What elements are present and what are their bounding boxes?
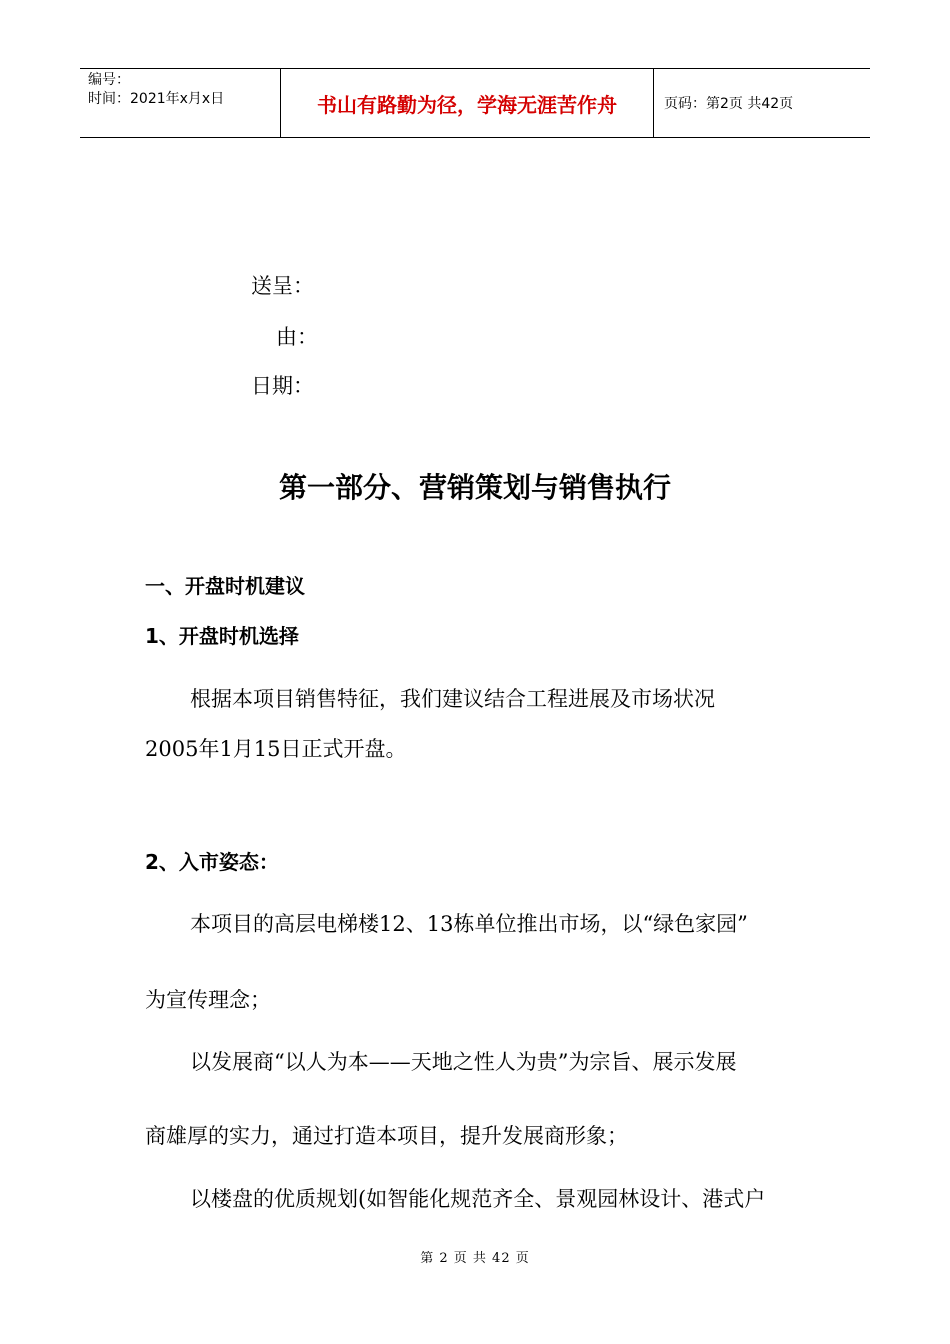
paragraph-3-line-1: 以发展商“以人为本——天地之性人为贵”为宗旨、展示发展 [190,1050,737,1074]
page-footer: 第 2 页 共 42 页 [420,1251,530,1266]
subsection-heading-2: 2、入市姿态： [145,850,279,874]
from-label: 由： [276,325,318,349]
paragraph-1-line-2: 2005年1月15日正式开盘。 [145,737,407,761]
paragraph-3-line-2: 商雄厚的实力，通过打造本项目，提升发展商形象； [145,1124,628,1148]
document-header [80,68,870,138]
paragraph-2-line-2: 为宣传理念； [145,988,271,1012]
subsection-heading-1: 1、开盘时机选择 [145,624,299,648]
date-label: 日期： [251,374,314,398]
paragraph-4-line-1: 以楼盘的优质规划(如智能化规范齐全、景观园林设计、港式户 [190,1187,766,1211]
send-to-label: 送呈： [251,274,314,298]
header-motto: 书山有路勤为径，学海无涯苦作舟 [281,69,654,137]
header-left-cell [80,69,281,137]
header-page-label: 页码：第2页 共42页 [664,96,794,112]
part-title: 第一部分、营销策划与销售执行 [278,471,671,504]
paragraph-2-line-1: 本项目的高层电梯楼12、13栋单位推出市场，以“绿色家园” [190,912,748,936]
time-label: 时间：2021年x月x日 [88,91,225,107]
number-label: 编号： [88,72,130,88]
section-heading: 一、开盘时机建议 [145,574,305,598]
paragraph-1-line-1: 根据本项目销售特征，我们建议结合工程进展及市场状况 [190,687,715,711]
